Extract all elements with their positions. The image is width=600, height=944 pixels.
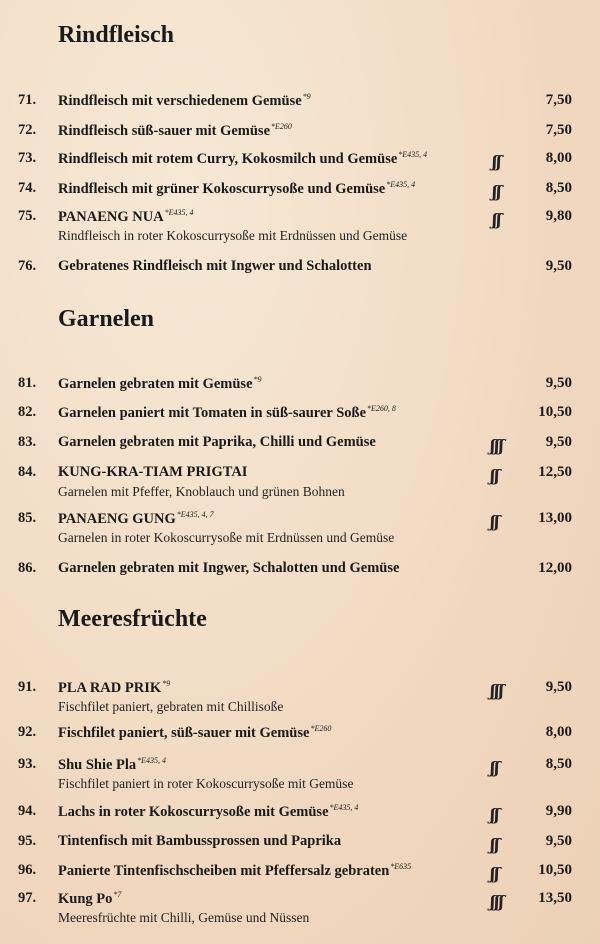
item-additives: *E435, 4, 7	[176, 510, 214, 519]
item-description: Garnelen mit Pfeffer, Knoblauch und grünen Bohnen	[58, 484, 345, 499]
item-description: Rindfleisch in roter Kokoscurrysoße mit Erdnüssen und Gemüse	[58, 228, 408, 243]
item-number: 84.	[18, 464, 37, 480]
item-name: Tintenfisch mit Bambussprossen und Paprika	[58, 833, 342, 849]
item-description: Garnelen in roter Kokoscurrysoße mit Erdnüssen und Gemüse	[58, 530, 395, 545]
item-price: 9,80	[545, 208, 572, 224]
item-price: 7,50	[545, 92, 572, 108]
item-name: PANAENG $NUA^{*E435, 4}$	[58, 208, 194, 225]
item-number: 93.	[18, 756, 37, 772]
item-name: KUNG-KRA-TIAM PRIGTAI	[58, 464, 248, 480]
item-number: 81.	[18, 375, 37, 391]
chili-spice-icon: ʃʃ	[490, 835, 499, 854]
item-description: Meeresfrüchte mit Chilli, Gemüse und Nüssen	[58, 910, 310, 925]
item-additives: *E435, 4	[386, 180, 416, 189]
item-name: Fischfilet paniert, süß-sauer mit Gemüse$^{*E260}$	[58, 724, 332, 741]
item-name: Garnelen paniert mit Tomaten in süß-saurer Soße$^{*E260, 8}$	[58, 404, 396, 421]
item-number: 97.	[18, 890, 37, 906]
item-additives: *E260	[310, 724, 332, 733]
item-number: 71.	[18, 92, 37, 108]
item-number: 72.	[18, 122, 37, 138]
item-name: Garnelen gebraten mit Gemüse$^{*9}$	[58, 375, 262, 392]
item-additives: *E635	[390, 862, 412, 871]
item-additives: *E260	[271, 122, 292, 131]
item-number: 86.	[18, 560, 37, 576]
item-additives: *7	[113, 890, 122, 899]
item-additives: *E435, 4	[164, 208, 194, 217]
item-number: 92.	[18, 724, 37, 740]
item-number: 76.	[18, 258, 37, 274]
chili-spice-icon: ʃʃʃ	[490, 436, 503, 455]
item-price: 10,50	[538, 862, 572, 878]
item-name: Rindfleisch mit verschiedenem Gemüse$^{*9}$	[58, 92, 311, 109]
chili-spice-icon: ʃʃ	[490, 864, 499, 883]
item-name: PANAENG $GUNG^{*E435, 4, 7}$	[58, 510, 214, 527]
item-price: 9,50	[545, 434, 572, 450]
chili-spice-icon: ʃʃ	[492, 182, 501, 201]
chili-spice-icon: ʃʃ	[490, 512, 499, 531]
item-number: 95.	[18, 833, 37, 849]
item-number: 82.	[18, 404, 37, 420]
item-description: Fischfilet paniert, gebraten mit Chillisoße	[58, 699, 284, 714]
section-title: Rindfleisch	[58, 22, 175, 48]
item-additives: *E435, 4	[137, 756, 167, 765]
item-name: Rindfleisch süß-sauer mit Gemüse$^{*E260}$	[58, 122, 292, 139]
item-additives: *E435, 4	[329, 803, 359, 812]
chili-spice-icon: ʃʃ	[490, 466, 499, 485]
item-name: Garnelen gebraten mit Paprika, Chilli und Gemüse	[58, 434, 376, 450]
chili-spice-icon: ʃʃ	[492, 152, 501, 171]
section-title: Garnelen	[58, 306, 154, 332]
item-price: 13,50	[538, 890, 572, 906]
chili-spice-icon: ʃʃʃ	[490, 681, 503, 700]
item-additives: *E435, 4	[398, 150, 428, 159]
item-price: 10,50	[538, 404, 572, 420]
item-price: 9,50	[545, 375, 572, 391]
chili-spice-icon: ʃʃ	[492, 210, 501, 229]
item-price: 13,00	[538, 510, 572, 526]
item-price: 12,50	[538, 464, 572, 480]
item-number: 94.	[18, 803, 37, 819]
section-title: Meeresfrüchte	[58, 606, 207, 632]
item-name: PLA RAD PRIK$^{*9}$	[58, 679, 171, 696]
item-price: 7,50	[545, 122, 572, 138]
item-number: 73.	[18, 150, 37, 166]
item-number: 96.	[18, 862, 37, 878]
item-number: 75.	[18, 208, 37, 224]
item-name: Gebratenes Rindfleisch mit Ingwer und Schalotten	[58, 258, 372, 274]
item-price: 8,00	[545, 724, 572, 740]
item-name: Panierte Tintenfischscheiben mit Pfeffersalz gebraten$^{*E635}$	[58, 862, 412, 879]
item-name: Garnelen gebraten mit Ingwer, Schalotten und Gemüse	[58, 560, 400, 576]
item-additives: *9	[302, 92, 311, 101]
chili-spice-icon: ʃʃ	[490, 758, 499, 777]
item-price: 8,50	[545, 180, 572, 196]
item-number: 91.	[18, 679, 37, 695]
item-name: Shu Shie Pla$^{*E435, 4}$	[58, 756, 167, 773]
item-price: 12,00	[538, 560, 572, 576]
item-name: Rindfleisch mit rotem Curry, Kokosmilch und Gemüse$^{*E435, 4}$	[58, 150, 428, 167]
item-price: 9,50	[545, 258, 572, 274]
item-additives: *9	[162, 679, 171, 688]
chili-spice-icon: ʃʃ	[490, 805, 499, 824]
item-price: 8,50	[545, 756, 572, 772]
item-description: Fischfilet paniert in roter Kokoscurrysoße mit Gemüse	[58, 776, 354, 791]
item-name: Kung Po$^{*7}$	[58, 890, 122, 907]
item-number: 85.	[18, 510, 37, 526]
item-price: 8,00	[545, 150, 572, 166]
item-additives: *E260, 8	[367, 404, 396, 413]
item-number: 74.	[18, 180, 37, 196]
item-name: Rindfleisch mit grüner Kokoscurrysoße und Gemüse$^{*E435, 4}$	[58, 180, 416, 197]
item-additives: *9	[253, 375, 262, 384]
item-price: 9,90	[545, 803, 572, 819]
chili-spice-icon: ʃʃʃ	[490, 892, 503, 911]
item-price: 9,50	[545, 679, 572, 695]
item-number: 83.	[18, 434, 37, 450]
item-price: 9,50	[545, 833, 572, 849]
item-name: Lachs in roter Kokoscurrysoße mit Gemüse$^{*E435, 4}$	[58, 803, 359, 820]
